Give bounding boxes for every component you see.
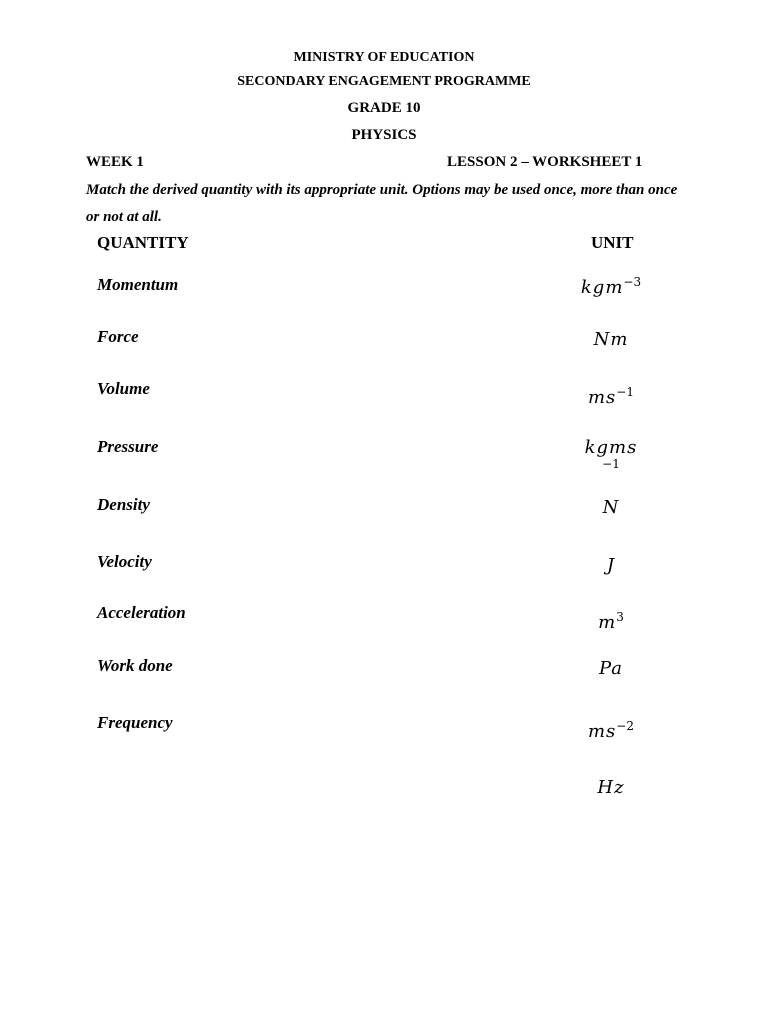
- programme-heading: SECONDARY ENGAGEMENT PROGRAMME: [237, 74, 531, 89]
- quantity-item: Pressure: [97, 437, 159, 456]
- week-label: WEEK 1: [86, 154, 144, 170]
- unit-base: Hz: [597, 777, 625, 798]
- unit-option: [560, 775, 662, 798]
- quantity-item: Density: [97, 495, 150, 514]
- unit-exponent: −1: [602, 457, 620, 471]
- unit-column-header: UNIT: [591, 233, 634, 252]
- unit-option: [560, 553, 662, 576]
- unit-option: [560, 275, 662, 298]
- quantity-column-header: QUANTITY: [97, 233, 189, 252]
- lesson-label: LESSON 2 – WORKSHEET 1: [447, 154, 643, 170]
- unit-exponent: 3: [616, 610, 624, 624]
- quantity-item: Momentum: [97, 275, 179, 294]
- ministry-heading: MINISTRY OF EDUCATION: [293, 50, 475, 65]
- grade-heading: GRADE 10: [347, 100, 421, 116]
- unit-base: N: [602, 497, 620, 518]
- subject-heading: PHYSICS: [351, 127, 417, 143]
- quantity-item: Velocity: [97, 552, 152, 571]
- unit-base: Nm: [593, 329, 629, 350]
- unit-exponent: −1: [616, 385, 634, 399]
- unit-base: kgms: [584, 437, 638, 458]
- unit-base: ms: [587, 387, 617, 408]
- unit-base: kgm: [580, 277, 624, 298]
- instructions-text: Match the derived quantity with its appropriate unit. Options may be used once, more than once or not at all.: [86, 182, 678, 225]
- unit-option: [560, 656, 662, 679]
- unit-option: [560, 495, 662, 518]
- quantity-item: Frequency: [97, 713, 173, 732]
- quantity-item: Force: [97, 327, 139, 346]
- quantity-item: Acceleration: [97, 603, 186, 622]
- unit-exponent: −3: [623, 275, 642, 289]
- unit-option: [560, 327, 662, 350]
- unit-base: Pa: [598, 658, 624, 679]
- unit-option: [560, 385, 662, 408]
- unit-exponent: −2: [616, 719, 634, 733]
- quantity-item: Work done: [97, 656, 173, 675]
- quantity-item: Volume: [97, 379, 150, 398]
- unit-base: ms: [587, 721, 617, 742]
- unit-option: [560, 610, 662, 633]
- unit-option: [560, 437, 662, 469]
- unit-base: m: [598, 612, 617, 633]
- unit-base: J: [606, 555, 616, 576]
- unit-option: [560, 719, 662, 742]
